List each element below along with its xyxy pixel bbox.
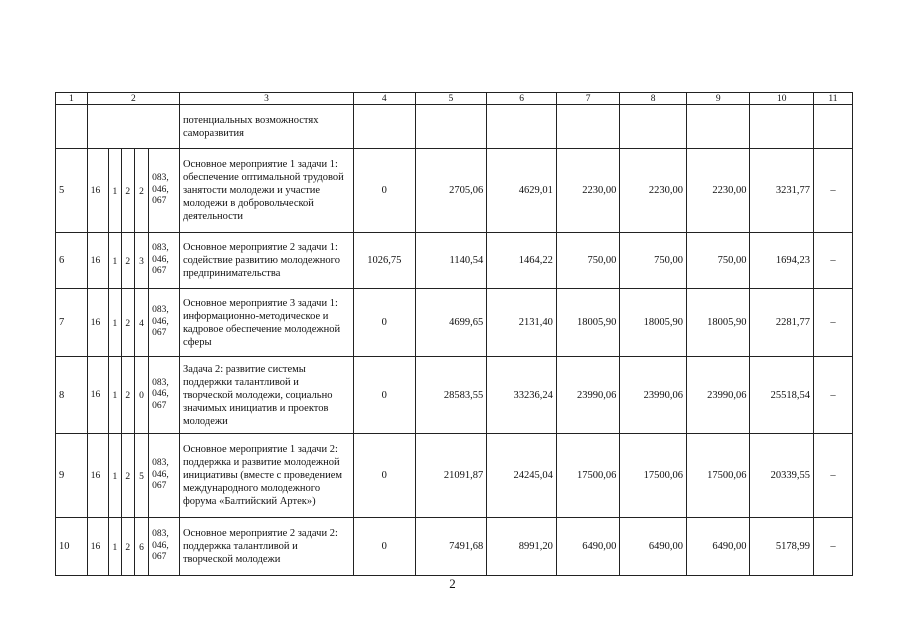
value-cell: 750,00	[556, 233, 620, 289]
code-cell: 5	[134, 434, 148, 518]
empty-cell	[56, 105, 88, 149]
value-cell: 33236,24	[487, 357, 557, 434]
header-cell: 4	[354, 93, 415, 105]
activity-name-cell: Основное мероприятие 1 задачи 1: обеспечение оптимальной трудовой занятости молодежи и участие молодежи в добровольческой деятельности	[179, 149, 353, 233]
value-cell: 0	[354, 357, 415, 434]
value-cell: –	[813, 357, 852, 434]
empty-cell	[620, 105, 687, 149]
value-cell: 750,00	[620, 233, 687, 289]
table-row	[56, 289, 853, 357]
empty-cell	[415, 105, 487, 149]
value-cell: 1140,54	[415, 233, 487, 289]
code-cell: 1	[109, 233, 121, 289]
header-cell: 1	[56, 93, 88, 105]
value-cell: 1464,22	[487, 233, 557, 289]
value-cell: 0	[354, 518, 415, 576]
value-cell: 6490,00	[686, 518, 750, 576]
activity-name-cell: Основное мероприятие 1 задачи 2: поддержка и развитие молодежной инициативы (вместе с проведением международного молодежного форума «Балтийский Артек»)	[179, 434, 353, 518]
code-cell: 2	[121, 357, 134, 434]
value-cell: –	[813, 518, 852, 576]
gp-code-cell: 083, 046, 067	[149, 434, 180, 518]
value-cell: 1026,75	[354, 233, 415, 289]
carry-over-row	[56, 105, 853, 149]
value-cell: 3231,77	[750, 149, 814, 233]
row-number-cell: 10	[56, 518, 88, 576]
value-cell: 7491,68	[415, 518, 487, 576]
value-cell: 2230,00	[620, 149, 687, 233]
code-cell: 4	[134, 289, 148, 357]
row-number-cell: 9	[56, 434, 88, 518]
budget-table	[55, 92, 853, 576]
code-cell: 1	[109, 289, 121, 357]
code-cell: 16	[87, 233, 109, 289]
value-cell: 17500,06	[620, 434, 687, 518]
code-cell: 2	[121, 149, 134, 233]
code-cell: 16	[87, 434, 109, 518]
activity-name-cell: Основное мероприятие 2 задачи 2: поддержка талантливой и творческой молодежи	[179, 518, 353, 576]
empty-cell	[87, 105, 179, 149]
value-cell: 6490,00	[620, 518, 687, 576]
gp-code-cell: 083, 046, 067	[149, 518, 180, 576]
header-cell: 11	[813, 93, 852, 105]
value-cell: 4699,65	[415, 289, 487, 357]
header-cell: 7	[556, 93, 620, 105]
header-cell: 10	[750, 93, 814, 105]
empty-cell	[556, 105, 620, 149]
value-cell: 8991,20	[487, 518, 557, 576]
code-cell: 1	[109, 518, 121, 576]
value-cell: 28583,55	[415, 357, 487, 434]
empty-cell	[750, 105, 814, 149]
header-cell: 2	[87, 93, 179, 105]
value-cell: 18005,90	[556, 289, 620, 357]
empty-cell	[354, 105, 415, 149]
activity-name-cell: Основное мероприятие 3 задачи 1: информационно-методическое и кадровое обеспечение молодежной сферы	[179, 289, 353, 357]
empty-cell	[686, 105, 750, 149]
code-cell: 1	[109, 357, 121, 434]
page-number: 2	[449, 576, 456, 591]
header-cell: 5	[415, 93, 487, 105]
table-row	[56, 434, 853, 518]
code-cell: 16	[87, 289, 109, 357]
value-cell: –	[813, 289, 852, 357]
value-cell: 20339,55	[750, 434, 814, 518]
gp-code-cell: 083, 046, 067	[149, 149, 180, 233]
table-row	[56, 233, 853, 289]
value-cell: 2281,77	[750, 289, 814, 357]
header-cell: 3	[179, 93, 353, 105]
row-number-cell: 8	[56, 357, 88, 434]
header-cell: 6	[487, 93, 557, 105]
table-row	[56, 357, 853, 434]
code-cell: 16	[87, 149, 109, 233]
value-cell: –	[813, 434, 852, 518]
value-cell: 18005,90	[620, 289, 687, 357]
empty-cell	[487, 105, 557, 149]
value-cell: 0	[354, 149, 415, 233]
value-cell: 17500,06	[556, 434, 620, 518]
code-cell: 6	[134, 518, 148, 576]
code-cell: 16	[87, 518, 109, 576]
code-cell: 2	[134, 149, 148, 233]
value-cell: –	[813, 233, 852, 289]
value-cell: 0	[354, 434, 415, 518]
gp-code-cell: 083, 046, 067	[149, 233, 180, 289]
code-cell: 2	[121, 289, 134, 357]
value-cell: 750,00	[686, 233, 750, 289]
value-cell: 5178,99	[750, 518, 814, 576]
code-cell: 1	[109, 149, 121, 233]
row-number-cell: 5	[56, 149, 88, 233]
value-cell: 4629,01	[487, 149, 557, 233]
value-cell: 2230,00	[556, 149, 620, 233]
value-cell: 1694,23	[750, 233, 814, 289]
value-cell: 23990,06	[620, 357, 687, 434]
continued-name-cell: потенциальных возможностях саморазвития	[179, 105, 353, 149]
gp-code-cell: 083, 046, 067	[149, 357, 180, 434]
header-cell: 9	[686, 93, 750, 105]
value-cell: 21091,87	[415, 434, 487, 518]
row-number-cell: 6	[56, 233, 88, 289]
code-cell: 2	[121, 434, 134, 518]
empty-cell	[813, 105, 852, 149]
code-cell: 1	[109, 434, 121, 518]
value-cell: 18005,90	[686, 289, 750, 357]
value-cell: 0	[354, 289, 415, 357]
header-cell: 8	[620, 93, 687, 105]
value-cell: 2705,06	[415, 149, 487, 233]
code-cell: 2	[121, 518, 134, 576]
table-row	[56, 518, 853, 576]
value-cell: 17500,06	[686, 434, 750, 518]
code-cell: 0	[134, 357, 148, 434]
value-cell: 2230,00	[686, 149, 750, 233]
value-cell: 23990,06	[556, 357, 620, 434]
code-cell: 16	[87, 357, 109, 434]
value-cell: 2131,40	[487, 289, 557, 357]
value-cell: 24245,04	[487, 434, 557, 518]
header-row	[56, 93, 853, 105]
table-row	[56, 149, 853, 233]
gp-code-cell: 083, 046, 067	[149, 289, 180, 357]
activity-name-cell: Основное мероприятие 2 задачи 1: содействие развитию молодежного предпринимательства	[179, 233, 353, 289]
code-cell: 3	[134, 233, 148, 289]
value-cell: 23990,06	[686, 357, 750, 434]
value-cell: –	[813, 149, 852, 233]
code-cell: 2	[121, 233, 134, 289]
value-cell: 6490,00	[556, 518, 620, 576]
value-cell: 25518,54	[750, 357, 814, 434]
row-number-cell: 7	[56, 289, 88, 357]
activity-name-cell: Задача 2: развитие системы поддержки талантливой и творческой молодежи, социально значимых инициатив и проектов молодежи	[179, 357, 353, 434]
